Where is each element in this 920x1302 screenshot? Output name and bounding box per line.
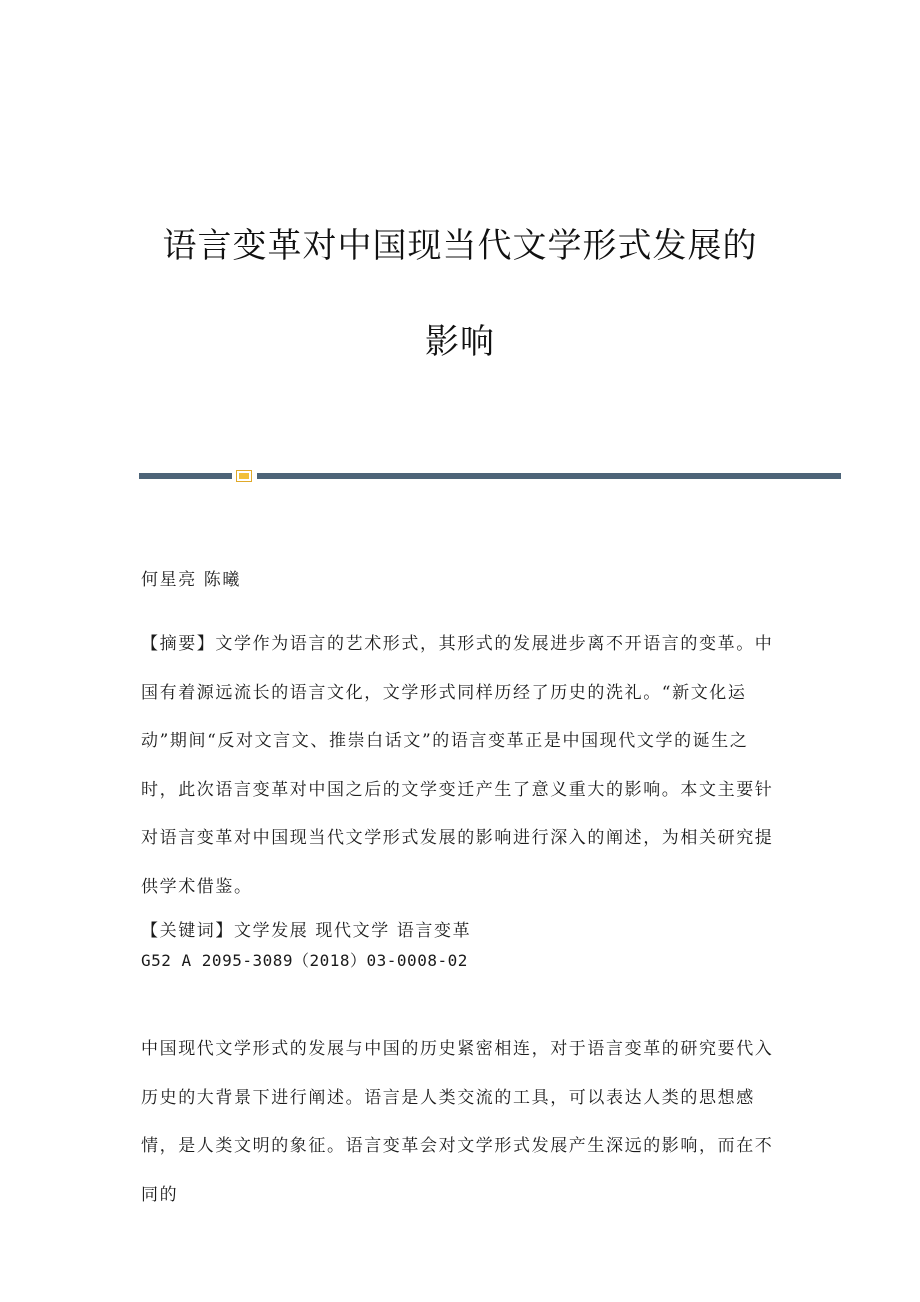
title-line-1: 语言变革对中国现当代文学形式发展的 [162, 226, 758, 266]
authors: 何星亮 陈曦 [141, 570, 242, 590]
title-line-2: 影响 [425, 322, 495, 362]
classification-code: G52 A 2095-3089（2018）03-0008-02 [141, 951, 468, 970]
abstract: 【摘要】文学作为语言的艺术形式，其形式的发展进步离不开语言的变革。中国有着源远流长的语言文化，文学形式同样历经了历史的洗礼。“新文化运动”期间“反对文言文、推崇白话文”的语言变革正是中国现代文学的诞生之时，此次语言变革对中国之后的文学变迁产生了意义重大的影响。本文主要针对语言变革对中国现当代文学形式发展的影响进行深入的阐述，为相关研究提供学术借鉴。 [141, 634, 774, 897]
divider-bar-left [139, 473, 232, 479]
title-divider [139, 470, 841, 482]
keywords: 【关键词】文学发展 现代文学 语言变革 [141, 921, 472, 941]
divider-emblem-icon [236, 470, 252, 482]
body-paragraph: 中国现代文学形式的发展与中国的历史紧密相连，对于语言变革的研究要代入历史的大背景下进行阐述。语言是人类交流的工具，可以表达人类的思想感情，是人类文明的象征。语言变革会对文学形式发展产生深远的影响，而在不同的 [141, 1039, 774, 1205]
divider-bar-right [257, 473, 841, 479]
